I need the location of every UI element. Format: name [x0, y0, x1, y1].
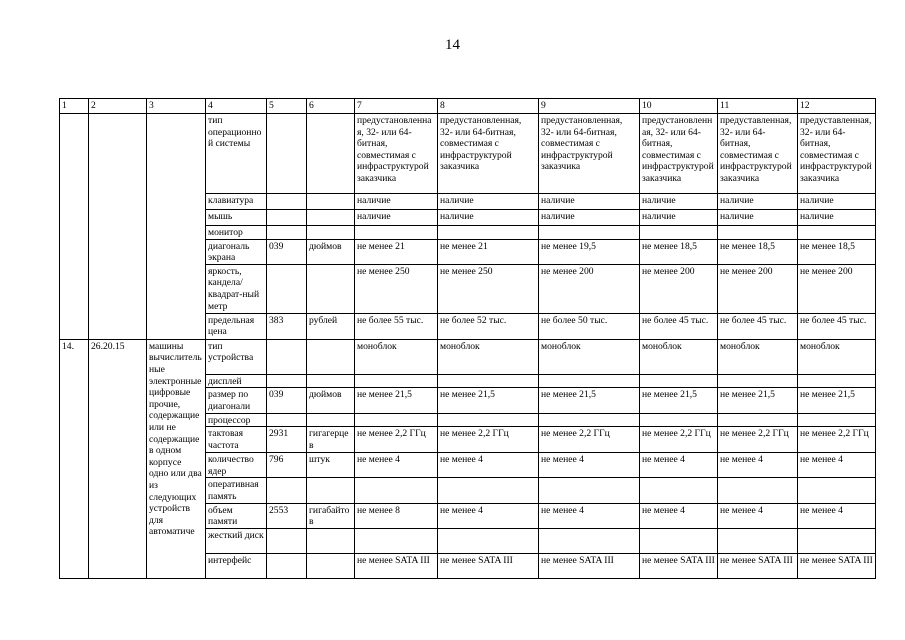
value-cell-col10 [640, 374, 718, 388]
characteristic-name: яркость, кандела/квадрат-ный метр [206, 264, 267, 313]
value-cell-col7: не менее 21,5 [355, 388, 438, 413]
unit-code [267, 339, 307, 374]
header-cell-10: 10 [640, 99, 718, 114]
value-cell-col9: не менее 200 [539, 264, 640, 313]
value-cell-col8 [438, 374, 539, 388]
unit-name: гигагерцев [307, 427, 355, 453]
unit-name [307, 413, 355, 427]
value-cell-col8 [438, 528, 539, 553]
value-cell-col8: предустановленная, 32- или 64-битная, совместимая с инфраструктурой заказчика [438, 114, 539, 194]
header-cell-11: 11 [718, 99, 798, 114]
header-cell-12: 12 [798, 99, 876, 114]
characteristic-name: интерфейс [206, 553, 267, 578]
value-cell-col10: предустановленная, 32- или 64-битная, совместимая с инфраструктурой заказчика [640, 114, 718, 194]
header-cell-5: 5 [267, 99, 307, 114]
value-cell-col9: не менее 4 [539, 503, 640, 528]
value-cell-col11 [718, 226, 798, 240]
unit-name [307, 114, 355, 194]
value-cell-col7 [355, 528, 438, 553]
value-cell-col7 [355, 413, 438, 427]
value-cell-col11: наличие [718, 210, 798, 226]
unit-code: 2553 [267, 503, 307, 528]
characteristic-name: объем памяти [206, 503, 267, 528]
value-cell-col9: не менее SATA III [539, 553, 640, 578]
value-cell-col11: не менее 18,5 [718, 239, 798, 264]
value-cell-col12 [798, 226, 876, 240]
value-cell-col12: не более 45 тыс. [798, 313, 876, 339]
unit-code: 383 [267, 313, 307, 339]
value-cell-col10: не менее SATA III [640, 553, 718, 578]
value-cell-col12: не менее 4 [798, 503, 876, 528]
value-cell-col11: моноблок [718, 339, 798, 374]
unit-code [267, 553, 307, 578]
value-cell-col9 [539, 374, 640, 388]
header-cell-6: 6 [307, 99, 355, 114]
value-cell-col10 [640, 478, 718, 503]
value-cell-col12: моноблок [798, 339, 876, 374]
row-number-cell [60, 114, 89, 340]
table-row [60, 114, 876, 194]
value-cell-col11 [718, 478, 798, 503]
value-cell-col8: не менее 4 [438, 503, 539, 528]
value-cell-col9: наличие [539, 210, 640, 226]
value-cell-col7: не менее 8 [355, 503, 438, 528]
unit-code: 2931 [267, 427, 307, 453]
value-cell-col8: не менее 21 [438, 239, 539, 264]
value-cell-col9: не менее 21,5 [539, 388, 640, 413]
value-cell-col10: наличие [640, 194, 718, 210]
page-number: 14 [445, 37, 460, 53]
unit-name: дюймов [307, 239, 355, 264]
header-cell-7: 7 [355, 99, 438, 114]
unit-name [307, 194, 355, 210]
value-cell-col10: наличие [640, 210, 718, 226]
row-number-cell: 14. [60, 339, 89, 578]
unit-code [267, 114, 307, 194]
unit-code [267, 226, 307, 240]
unit-name [307, 478, 355, 503]
value-cell-col11: не менее 2,2 ГГц [718, 427, 798, 453]
header-cell-9: 9 [539, 99, 640, 114]
value-cell-col10 [640, 413, 718, 427]
value-cell-col11: наличие [718, 194, 798, 210]
characteristic-name: тип операционной системы [206, 114, 267, 194]
value-cell-col11: не более 45 тыс. [718, 313, 798, 339]
value-cell-col7: не более 55 тыс. [355, 313, 438, 339]
value-cell-col7: не менее SATA III [355, 553, 438, 578]
value-cell-col11 [718, 374, 798, 388]
value-cell-col12 [798, 374, 876, 388]
value-cell-col11: предуставленная, 32- или 64-битная, совместимая с инфраструктурой заказчика [718, 114, 798, 194]
value-cell-col8: моноблок [438, 339, 539, 374]
unit-name: гигабайтов [307, 503, 355, 528]
value-cell-col8: не более 52 тыс. [438, 313, 539, 339]
characteristic-name: жесткий диск [206, 528, 267, 553]
value-cell-col10: моноблок [640, 339, 718, 374]
value-cell-col9 [539, 226, 640, 240]
value-cell-col10: не менее 4 [640, 453, 718, 478]
value-cell-col7 [355, 374, 438, 388]
value-cell-col10 [640, 226, 718, 240]
unit-name [307, 528, 355, 553]
value-cell-col9: наличие [539, 194, 640, 210]
characteristic-name: оперативная память [206, 478, 267, 503]
characteristic-name: диагональ экрана [206, 239, 267, 264]
value-cell-col12: не менее SATA III [798, 553, 876, 578]
unit-name [307, 264, 355, 313]
value-cell-col7: наличие [355, 210, 438, 226]
characteristic-name: процессор [206, 413, 267, 427]
unit-code [267, 413, 307, 427]
value-cell-col7: не менее 4 [355, 453, 438, 478]
value-cell-col10: не менее 200 [640, 264, 718, 313]
table-row [60, 339, 876, 374]
header-cell-1: 1 [60, 99, 89, 114]
value-cell-col12: наличие [798, 194, 876, 210]
value-cell-col9: не более 50 тыс. [539, 313, 640, 339]
value-cell-col8: не менее 4 [438, 453, 539, 478]
value-cell-col9: не менее 2,2 ГГц [539, 427, 640, 453]
value-cell-col7: моноблок [355, 339, 438, 374]
value-cell-col9 [539, 413, 640, 427]
value-cell-col9: не менее 4 [539, 453, 640, 478]
value-cell-col8 [438, 413, 539, 427]
value-cell-col8 [438, 478, 539, 503]
characteristic-name: количество ядер [206, 453, 267, 478]
value-cell-col10 [640, 528, 718, 553]
characteristic-name: размер по диагонали [206, 388, 267, 413]
header-cell-3: 3 [147, 99, 206, 114]
value-cell-col8: наличие [438, 210, 539, 226]
value-cell-col9 [539, 528, 640, 553]
value-cell-col8: не менее SATA III [438, 553, 539, 578]
value-cell-col8: наличие [438, 194, 539, 210]
value-cell-col10: не менее 2,2 ГГц [640, 427, 718, 453]
value-cell-col8: не менее 2,2 ГГц [438, 427, 539, 453]
unit-name [307, 374, 355, 388]
value-cell-col10: не менее 21,5 [640, 388, 718, 413]
header-row [60, 99, 876, 114]
unit-name [307, 226, 355, 240]
characteristic-name: тип устройства [206, 339, 267, 374]
unit-code [267, 374, 307, 388]
unit-name: штук [307, 453, 355, 478]
okpd-code-cell [89, 114, 147, 340]
value-cell-col9: не менее 19,5 [539, 239, 640, 264]
value-cell-col12: не менее 18,5 [798, 239, 876, 264]
unit-code [267, 478, 307, 503]
value-cell-col7: не менее 21 [355, 239, 438, 264]
unit-code [267, 264, 307, 313]
characteristic-name: клавиатура [206, 194, 267, 210]
unit-code: 039 [267, 239, 307, 264]
value-cell-col10: не менее 18,5 [640, 239, 718, 264]
value-cell-col12: наличие [798, 210, 876, 226]
value-cell-col10: не более 45 тыс. [640, 313, 718, 339]
value-cell-col10: не менее 4 [640, 503, 718, 528]
unit-name: дюймов [307, 388, 355, 413]
unit-name [307, 553, 355, 578]
unit-code: 039 [267, 388, 307, 413]
value-cell-col12 [798, 413, 876, 427]
value-cell-col9: предустановленная, 32- или 64-битная, совместимая с инфраструктурой заказчика [539, 114, 640, 194]
value-cell-col7 [355, 226, 438, 240]
value-cell-col9 [539, 478, 640, 503]
value-cell-col8 [438, 226, 539, 240]
header-cell-2: 2 [89, 99, 147, 114]
value-cell-col7 [355, 478, 438, 503]
value-cell-col12 [798, 528, 876, 553]
value-cell-col7: наличие [355, 194, 438, 210]
value-cell-col11 [718, 528, 798, 553]
value-cell-col11 [718, 413, 798, 427]
unit-code [267, 210, 307, 226]
characteristic-name: мышь [206, 210, 267, 226]
value-cell-col7: предустановленная, 32- или 64-битная, совместимая с инфраструктурой заказчика [355, 114, 438, 194]
value-cell-col11: не менее 200 [718, 264, 798, 313]
unit-code [267, 194, 307, 210]
value-cell-col11: не менее SATA III [718, 553, 798, 578]
value-cell-col12: не менее 2,2 ГГц [798, 427, 876, 453]
value-cell-col12 [798, 478, 876, 503]
characteristic-name: тактовая частота [206, 427, 267, 453]
unit-name: рублей [307, 313, 355, 339]
value-cell-col12: не менее 4 [798, 453, 876, 478]
value-cell-col12: не менее 21,5 [798, 388, 876, 413]
header-cell-8: 8 [438, 99, 539, 114]
value-cell-col7: не менее 250 [355, 264, 438, 313]
value-cell-col11: не менее 4 [718, 503, 798, 528]
value-cell-col8: не менее 21,5 [438, 388, 539, 413]
value-cell-col8: не менее 250 [438, 264, 539, 313]
okpd-code-cell: 26.20.15 [89, 339, 147, 578]
value-cell-col7: не менее 2,2 ГГц [355, 427, 438, 453]
value-cell-col9: моноблок [539, 339, 640, 374]
product-name-cell: машины вычислительные электронные цифровые прочие, содержащие или не содержащие в одном корпусе одно или два из следующих устройств для автоматиче [147, 339, 206, 578]
characteristic-name: дисплей [206, 374, 267, 388]
characteristic-name: монитор [206, 226, 267, 240]
unit-name [307, 210, 355, 226]
header-cell-4: 4 [206, 99, 267, 114]
requirements-table [59, 98, 876, 579]
product-name-cell [147, 114, 206, 340]
unit-name [307, 339, 355, 374]
unit-code: 796 [267, 453, 307, 478]
value-cell-col12: не менее 200 [798, 264, 876, 313]
value-cell-col11: не менее 4 [718, 453, 798, 478]
characteristic-name: предельная цена [206, 313, 267, 339]
unit-code [267, 528, 307, 553]
value-cell-col12: предуставленная, 32- или 64-битная, совместимая с инфраструктурой заказчика [798, 114, 876, 194]
value-cell-col11: не менее 21,5 [718, 388, 798, 413]
